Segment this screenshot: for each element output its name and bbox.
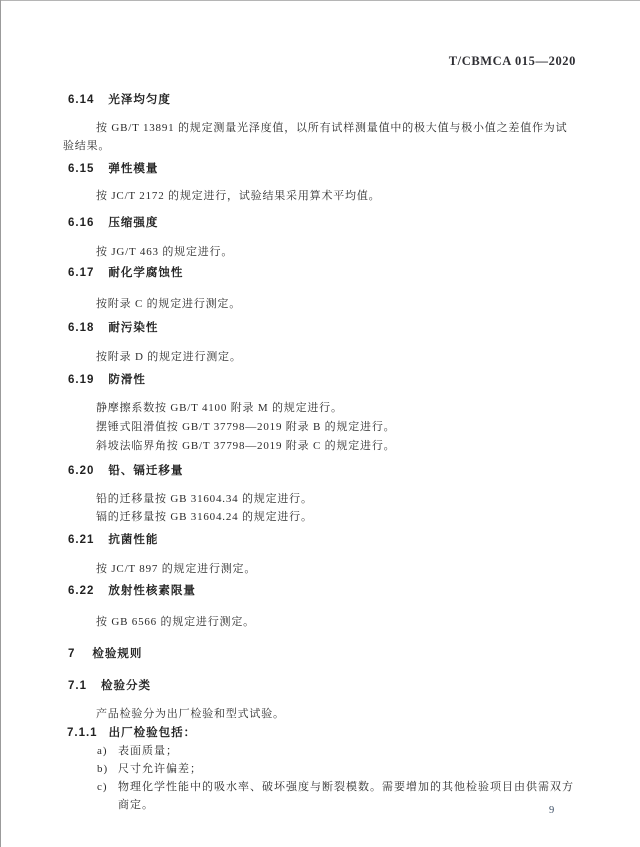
section-title: 压缩强度	[108, 217, 159, 229]
list-item-text: 表面质量；	[118, 745, 178, 757]
section-6-20-body	[63, 490, 577, 526]
section-heading-6-17	[68, 267, 577, 280]
page-number: 9	[549, 805, 555, 816]
section-heading-6-16	[68, 217, 577, 230]
section-title: 放射性核素限量	[108, 585, 196, 597]
section-6-22-body: 按 GB 6566 的规定进行测定。	[96, 616, 255, 628]
section-number: 6.15	[68, 163, 95, 175]
list-item	[63, 778, 577, 814]
section-number: 6.18	[68, 322, 95, 334]
section-6-14-body: 按 GB/T 13891 的规定测量光泽度值，以所有试样测量值中的极大值与极小值之差值作为试验结果。	[63, 122, 568, 152]
list-item	[63, 760, 577, 778]
method-line: 静摩擦系数按 GB/T 4100 附录 M 的规定进行。	[96, 402, 343, 414]
section-number: 7.1	[68, 680, 87, 692]
section-title: 光泽均匀度	[108, 94, 171, 106]
section-6-17-body: 按附录 C 的规定进行测定。	[96, 298, 242, 310]
section-number: 6.22	[68, 585, 95, 597]
section-7-1-body: 产品检验分为出厂检验和型式试验。	[96, 708, 285, 720]
section-title: 铅、镉迁移量	[108, 465, 184, 477]
method-line: 铅的迁移量按 GB 31604.34 的规定进行。	[96, 493, 313, 505]
clause-heading-7-1-1	[67, 725, 577, 742]
section-heading-6-19	[68, 374, 577, 387]
method-line: 镉的迁移量按 GB 31604.24 的规定进行。	[96, 511, 313, 523]
clause-number: 7.1.1	[67, 727, 98, 739]
section-6-21-body: 按 JC/T 897 的规定进行测定。	[96, 563, 257, 575]
section-heading-7-1	[68, 680, 577, 693]
section-heading-6-18	[68, 322, 577, 335]
list-item-text: 物理化学性能中的吸水率、破坏强度与断裂模数。需要增加的其他检验项目由供需双方商定。	[118, 781, 574, 811]
section-heading-6-20	[68, 465, 577, 478]
section-number: 6.16	[68, 217, 95, 229]
section-number: 6.17	[68, 267, 95, 279]
section-6-18-body: 按附录 D 的规定进行测定。	[96, 351, 242, 363]
section-number: 6.20	[68, 465, 95, 477]
section-6-19-body	[63, 399, 577, 456]
section-6-16-body: 按 JG/T 463 的规定进行。	[96, 246, 234, 258]
section-6-15-body: 按 JC/T 2172 的规定进行，试验结果采用算术平均值。	[96, 190, 381, 202]
list-marker: a)	[97, 745, 108, 757]
section-title: 抗菌性能	[108, 534, 159, 546]
chapter-number: 7	[68, 648, 76, 660]
method-line: 摆锤式阻滑值按 GB/T 37798—2019 附录 B 的规定进行。	[96, 421, 396, 433]
section-heading-6-21	[68, 534, 577, 547]
list-item	[63, 742, 577, 760]
document-code: T/CBMCA 015—2020	[448, 54, 576, 68]
section-number: 6.21	[68, 534, 95, 546]
chapter-title: 检验规则	[92, 648, 143, 660]
section-title: 耐污染性	[108, 322, 159, 334]
section-title: 弹性模量	[108, 163, 159, 175]
clause-title: 出厂检验包括：	[108, 727, 197, 739]
section-title: 耐化学腐蚀性	[108, 267, 184, 279]
section-heading-6-15	[68, 163, 577, 176]
list-item-text: 尺寸允许偏差；	[118, 763, 202, 775]
list-marker: c)	[97, 781, 108, 793]
method-line: 斜坡法临界角按 GB/T 37798—2019 附录 C 的规定进行。	[96, 440, 396, 452]
scan-edge-left	[0, 0, 1, 847]
chapter-heading-7	[68, 648, 577, 661]
page-body	[63, 88, 577, 814]
section-heading-6-22	[68, 585, 577, 598]
scan-edge-top	[0, 0, 640, 1]
section-heading-6-14	[68, 94, 577, 107]
list-marker: b)	[97, 763, 109, 775]
clause-7-1-1-list	[63, 742, 577, 814]
section-title: 检验分类	[101, 680, 151, 692]
section-number: 6.19	[68, 374, 95, 386]
section-title: 防滑性	[108, 374, 146, 386]
section-number: 6.14	[68, 94, 95, 106]
